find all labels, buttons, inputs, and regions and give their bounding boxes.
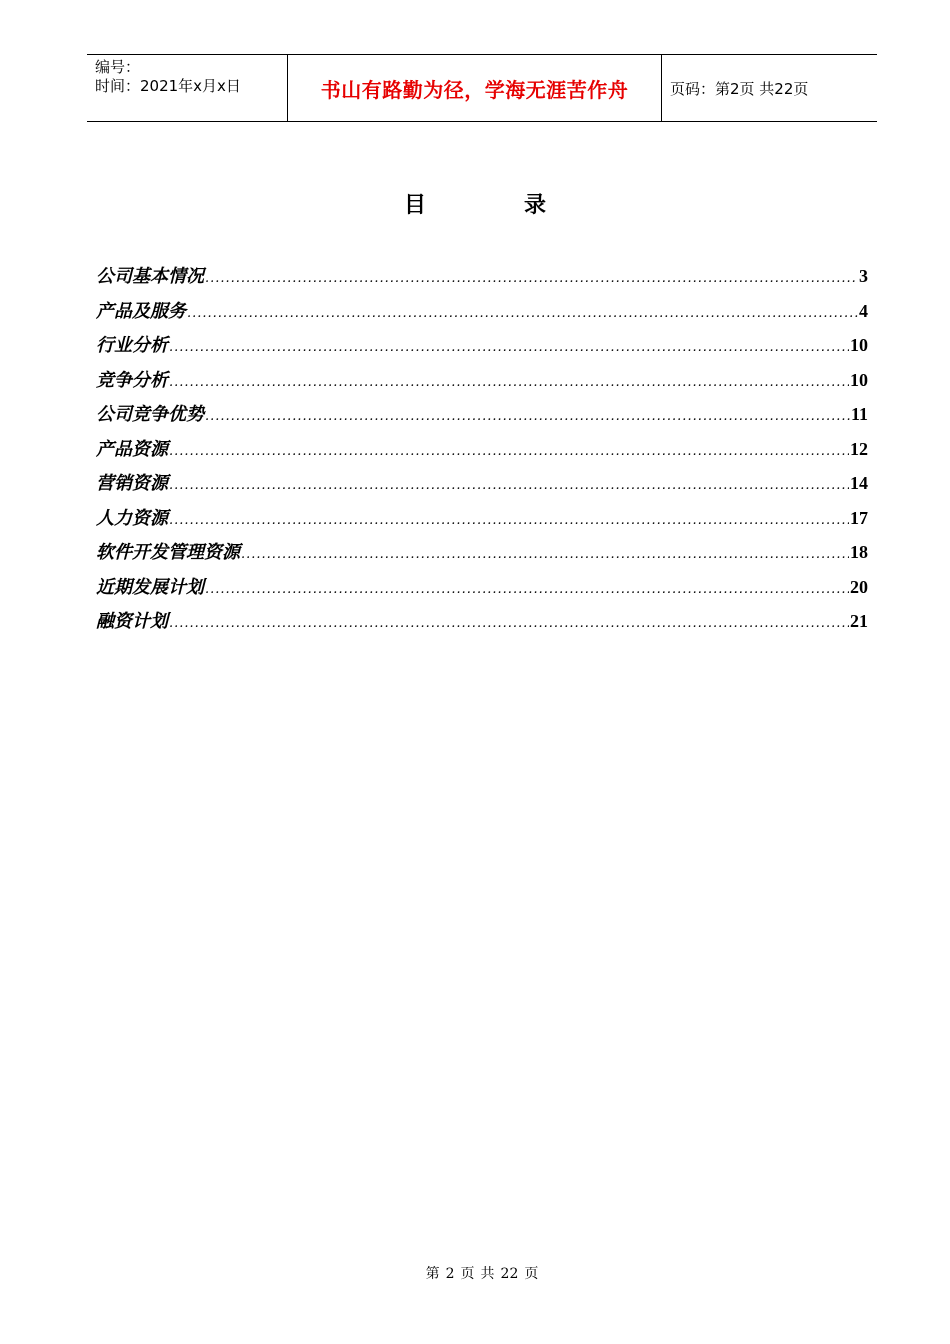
footer-prefix: 第	[425, 1266, 440, 1282]
toc-leader-dots	[169, 340, 849, 355]
table-of-contents	[96, 262, 868, 642]
toc-entry[interactable]	[96, 469, 868, 504]
footer-total-word: 共	[480, 1266, 495, 1282]
toc-leader-dots	[205, 409, 850, 424]
footer-current-page: 2	[445, 1266, 455, 1282]
toc-entry[interactable]	[96, 262, 868, 297]
toc-leader-dots	[205, 271, 858, 286]
header-motto: 书山有路勤为径，学海无涯苦作舟	[288, 55, 662, 121]
toc-entry-label[interactable]: 公司竞争优势	[96, 404, 204, 425]
toc-leader-dots	[169, 513, 849, 528]
toc-entry-page[interactable]: 3	[859, 266, 868, 286]
toc-leader-dots	[169, 616, 849, 631]
toc-entry-page[interactable]: 14	[850, 473, 868, 493]
toc-entry[interactable]	[96, 366, 868, 401]
toc-entry-label[interactable]: 营销资源	[96, 473, 168, 494]
toc-entry[interactable]	[96, 607, 868, 642]
toc-entry-page[interactable]: 10	[850, 369, 868, 390]
toc-entry[interactable]	[96, 504, 868, 539]
document-time-label: 时间：2021年x月x日	[95, 77, 241, 95]
toc-entry-label[interactable]: 公司基本情况	[96, 266, 204, 287]
toc-leader-dots	[169, 478, 849, 493]
toc-leader-dots	[169, 444, 849, 459]
toc-leader-dots	[205, 582, 849, 597]
toc-entry-label[interactable]: 竞争分析	[96, 369, 168, 391]
footer-suffix: 页	[524, 1266, 539, 1282]
toc-entry[interactable]	[96, 297, 868, 332]
toc-entry-page[interactable]: 4	[859, 300, 868, 321]
footer-total-pages: 22	[500, 1266, 519, 1282]
toc-entry-label[interactable]: 融资计划	[96, 611, 168, 632]
toc-entry-label[interactable]: 产品及服务	[96, 300, 186, 322]
toc-leader-dots	[169, 375, 849, 390]
toc-entry-page[interactable]: 21	[850, 611, 868, 631]
toc-entry-page[interactable]: 17	[850, 507, 868, 528]
toc-title	[0, 188, 950, 219]
toc-entry-page[interactable]: 18	[850, 542, 868, 562]
toc-entry-label[interactable]: 近期发展计划	[96, 576, 204, 598]
toc-title-left: 目	[403, 192, 426, 218]
header-page-info: 页码：第2页 共22页	[670, 79, 809, 98]
document-number-label: 编号：	[95, 58, 141, 76]
page-footer	[0, 1263, 950, 1283]
toc-entry[interactable]	[96, 435, 868, 470]
toc-entry-page[interactable]: 10	[850, 335, 868, 355]
toc-entry[interactable]	[96, 331, 868, 366]
toc-entry[interactable]	[96, 573, 868, 608]
toc-leader-dots	[241, 547, 849, 562]
page-header	[87, 54, 877, 122]
toc-leader-dots	[187, 306, 858, 321]
toc-title-right: 录	[524, 192, 547, 218]
toc-entry-page[interactable]: 11	[850, 404, 868, 424]
toc-entry-label[interactable]: 产品资源	[96, 438, 168, 460]
toc-entry-page[interactable]: 20	[850, 576, 868, 597]
toc-entry-label[interactable]: 人力资源	[96, 507, 168, 529]
footer-page-word: 页	[460, 1266, 475, 1282]
header-meta	[87, 55, 288, 121]
toc-entry[interactable]	[96, 538, 868, 573]
toc-entry[interactable]	[96, 400, 868, 435]
toc-entry-label[interactable]: 软件开发管理资源	[96, 542, 240, 563]
toc-entry-label[interactable]: 行业分析	[96, 335, 168, 356]
toc-entry-page[interactable]: 12	[850, 438, 868, 459]
